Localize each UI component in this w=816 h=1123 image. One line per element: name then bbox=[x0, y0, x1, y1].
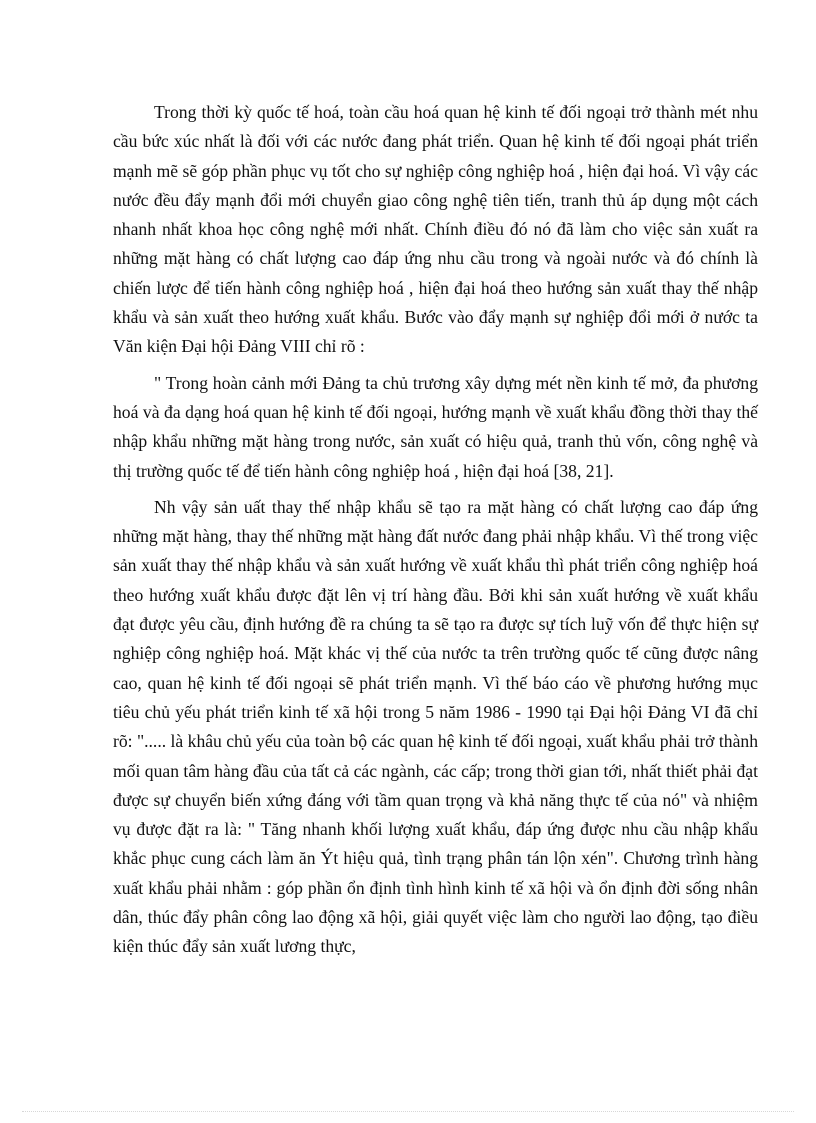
paragraph-quote: " Trong hoàn cảnh mới Đảng ta chủ trương xây dựng mét nền kinh tế mở, đa phương hoá và đa dạng hoá quan hệ kinh tế đối ngoại, hướng mạnh về xuất khẩu đồng thời thay thế nhập khẩu những mặt hàng trong nước, sản xuất có hiệu quả, tranh thủ vốn, công nghệ và thị trường quốc tế để tiến hành công nghiệp hoá , hiện đại hoá [38, 21]. bbox=[113, 372, 758, 481]
page-bottom-divider bbox=[22, 1111, 794, 1112]
paragraph-intro: Trong thời kỳ quốc tế hoá, toàn cầu hoá quan hệ kinh tế đối ngoại trở thành mét nhu cầu bức xúc nhất là đối với các nước đang phát triển. Quan hệ kinh tế đối ngoại phát triển mạnh mẽ sẽ góp phần phục vụ tốt cho sự nghiệp công nghiệp hoá , hiện đại hoá. Vì vậy các nước đều đẩy mạnh đổi mới chuyển giao công nghệ tiên tiến, tranh thủ áp dụng một cách nhanh nhất khoa học công nghệ mới nhất. Chính điều đó nó đã làm cho việc sản xuất ra những mặt hàng có chất lượng cao đáp ứng nhu cầu trong và ngoài nước và đó chính là chiến lược để tiến hành công nghiệp hoá , hiện đại hoá theo hướng sản xuất thay thế nhập khẩu và sản xuất theo hướng xuất khẩu. Bước vào đẩy mạnh sự nghiệp đổi mới ở nước ta Văn kiện Đại hội Đảng VIII chỉ rõ : bbox=[113, 102, 758, 357]
document-body bbox=[113, 98, 758, 962]
paragraph-export-strategy: Nh vậy sản uất thay thế nhập khẩu sẽ tạo ra mặt hàng có chất lượng cao đáp ứng những mặt hàng, thay thế những mặt hàng đất nước đang phải nhập khẩu. Vì thế trong việc sản xuất thay thế nhập khẩu và sản xuất hướng về xuất khẩu thì phát triển công nghiệp hoá theo hướng xuất khẩu được đặt lên vị trí hàng đầu. Bởi khi sản xuất hướng về xuất khẩu đạt được yêu cầu, định hướng đề ra chúng ta sẽ tạo ra được sự tích luỹ vốn để thực hiện sự nghiệp công nghiệp hoá. Mặt khác vị thế của nước ta trên trường quốc tế cũng được nâng cao, quan hệ kinh tế đối ngoại sẽ phát triển mạnh. Vì thế báo cáo về phương hướng mục tiêu chủ yếu phát triển kinh tế xã hội trong 5 năm 1986 - 1990 tại Đại hội Đảng VI đã chỉ rõ: "..... là khâu chủ yếu của toàn bộ các quan hệ kinh tế đối ngoại, xuất khẩu phải trở thành mối quan tâm hàng đầu của tất cả các ngành, các cấp; trong thời gian tới, nhất thiết phải đạt được sự chuyển biến xứng đáng với tầm quan trọng và khả năng thực tế của nó" và nhiệm vụ được đặt ra là: " Tăng nhanh khối lượng xuất khẩu, đáp ứng được nhu cầu nhập khẩu khắc phục cung cách làm ăn Ýt hiệu quả, tình trạng phân tán lộn xén". Chương trình hàng xuất khẩu phải nhằm : góp phần ổn định tình hình kinh tế xã hội và ổn định đời sống nhân dân, thúc đẩy phân công lao động xã hội, giải quyết việc làm cho người lao động, tạo điều kiện thúc đẩy sản xuất lương thực, bbox=[113, 496, 758, 957]
